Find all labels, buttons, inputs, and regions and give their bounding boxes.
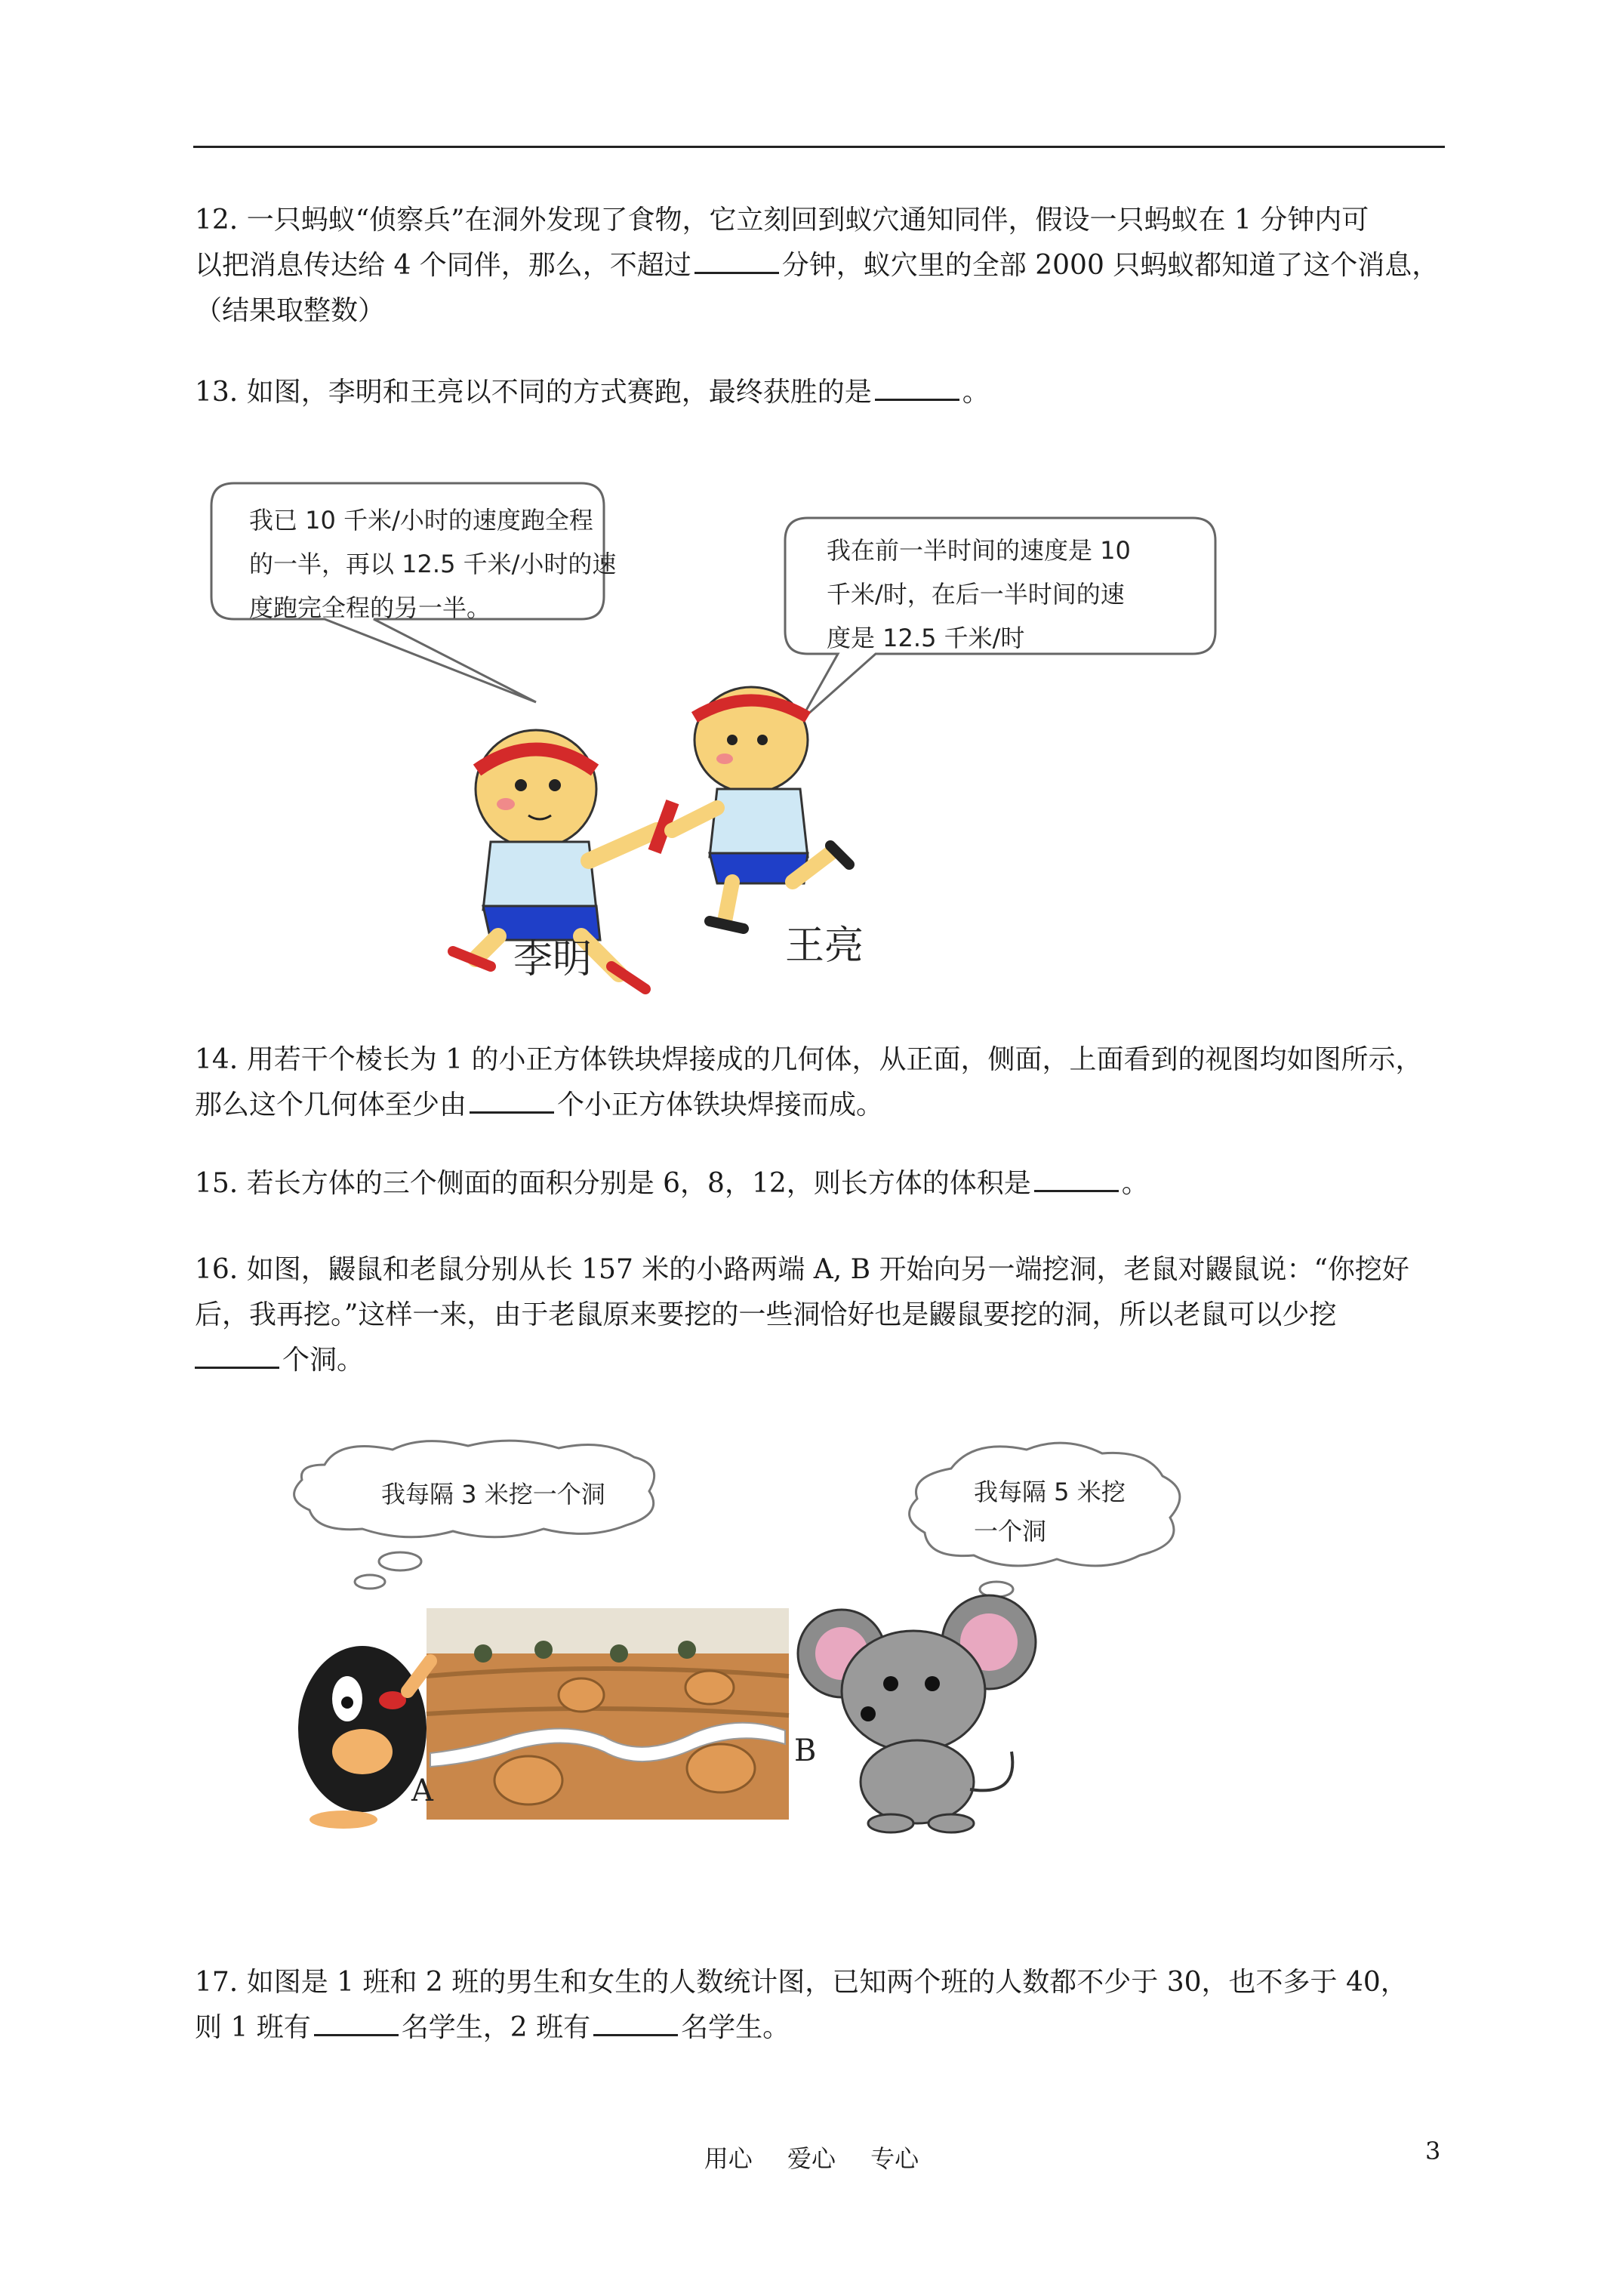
- footer-motto: 用心: [704, 2144, 753, 2173]
- q15-text: 。: [1121, 1168, 1149, 1199]
- q16-line2: 后，我再挖。”这样一来，由于老鼠原来要挖的一些洞恰好也是鼹鼠要挖的洞，所以老鼠可以少挖: [195, 1299, 1337, 1330]
- speech-text-li-ming: [249, 498, 616, 630]
- footer-motto: 爱心: [787, 2144, 836, 2173]
- bubble-line: 度是 12.5 千米/时: [827, 624, 1025, 652]
- q14-text: 个小正方体铁块焊接而成。: [557, 1089, 884, 1120]
- q17-line1: 17. 如图是 1 班和 2 班的男生和女生的人数统计图，已知两个班的人数都不少于 30，也不多于 40，: [195, 1967, 1408, 1998]
- answer-blank[interactable]: [314, 2010, 399, 2036]
- thought-line: 我每隔 5 米挖: [974, 1478, 1126, 1506]
- q12-text: 以把消息传达给 4 个同伴，那么，不超过: [195, 250, 691, 281]
- header-rule: [193, 146, 1445, 148]
- q17-line2: [195, 2005, 1448, 2051]
- q14-text: 那么这个几何体至少由: [195, 1089, 467, 1120]
- q13-text: 13. 如图，李明和王亮以不同的方式赛跑，最终获胜的是: [195, 377, 872, 408]
- bubble-line: 我在前一半时间的速度是 10: [827, 536, 1131, 565]
- q17-text: 名学生，2 班有: [401, 2012, 591, 2043]
- name-label-wang-liang: 王亮: [785, 923, 864, 969]
- question-13: [195, 370, 1448, 415]
- q15-text: 15. 若长方体的三个侧面的面积分别是 6，8，12，则长方体的体积是: [195, 1168, 1031, 1199]
- footer-motto: 专心: [870, 2144, 919, 2173]
- question-14: [195, 1037, 1448, 1128]
- thought-text-mouse: [974, 1472, 1126, 1551]
- q12-line2: [195, 243, 1448, 288]
- thought-text-mole: 我每隔 3 米挖一个洞: [381, 1480, 605, 1509]
- q17-text: 名学生。: [681, 2012, 790, 2043]
- question-15: [195, 1161, 1448, 1207]
- point-a-label: A: [411, 1774, 433, 1808]
- mole-character: [298, 1646, 430, 1829]
- q14-line2: [195, 1083, 1448, 1128]
- mouse-character: [798, 1595, 1036, 1832]
- name-label-li-ming: 李明: [513, 937, 593, 982]
- bubble-line: 我已 10 千米/小时的速度跑全程: [249, 506, 593, 535]
- bubble-line: 千米/时，在后一半时间的速: [827, 580, 1125, 609]
- answer-blank[interactable]: [875, 374, 959, 401]
- q12-line1: 12. 一只蚂蚁“侦察兵”在洞外发现了食物，它立刻回到蚁穴通知同伴，假设一只蚂蚁在 1 分钟内可: [195, 205, 1369, 236]
- runner-wang-liang: [672, 687, 849, 929]
- q13-text: 。: [962, 377, 990, 408]
- point-b-label: B: [794, 1734, 817, 1768]
- answer-blank[interactable]: [470, 1087, 554, 1114]
- q12-line3: （结果取整数）: [195, 295, 386, 326]
- answer-blank[interactable]: [694, 248, 779, 274]
- question-12: [195, 198, 1448, 334]
- bubble-line: 度跑完全程的另一半。: [249, 593, 491, 622]
- q17-text: 则 1 班有: [195, 2012, 311, 2043]
- answer-blank[interactable]: [1034, 1166, 1119, 1192]
- page-number: 3: [1425, 2137, 1441, 2165]
- thought-line: 一个洞: [974, 1517, 1047, 1546]
- question-16: [195, 1247, 1448, 1383]
- q14-line1: 14. 用若干个棱长为 1 的小正方体铁块焊接成的几何体，从正面，侧面，上面看到的视图均如图所示，: [195, 1044, 1423, 1075]
- page-footer: [0, 2140, 1623, 2174]
- answer-blank[interactable]: [593, 2010, 678, 2036]
- q12-text: 分钟，蚁穴里的全部 2000 只蚂蚁都知道了这个消息，: [781, 250, 1440, 281]
- speech-text-wang-liang: [827, 529, 1131, 660]
- q16-text: 个洞。: [282, 1345, 365, 1376]
- question-17: [195, 1960, 1448, 2051]
- q16-line3: [195, 1338, 1448, 1383]
- answer-blank[interactable]: [195, 1342, 279, 1369]
- q16-line1: 16. 如图，鼹鼠和老鼠分别从长 157 米的小路两端 A, B 开始向另一端挖洞，老鼠对鼹鼠说：“你挖好: [195, 1254, 1409, 1285]
- field-scene: [427, 1608, 789, 1820]
- bubble-line: 的一半，再以 12.5 千米/小时的速: [249, 550, 617, 578]
